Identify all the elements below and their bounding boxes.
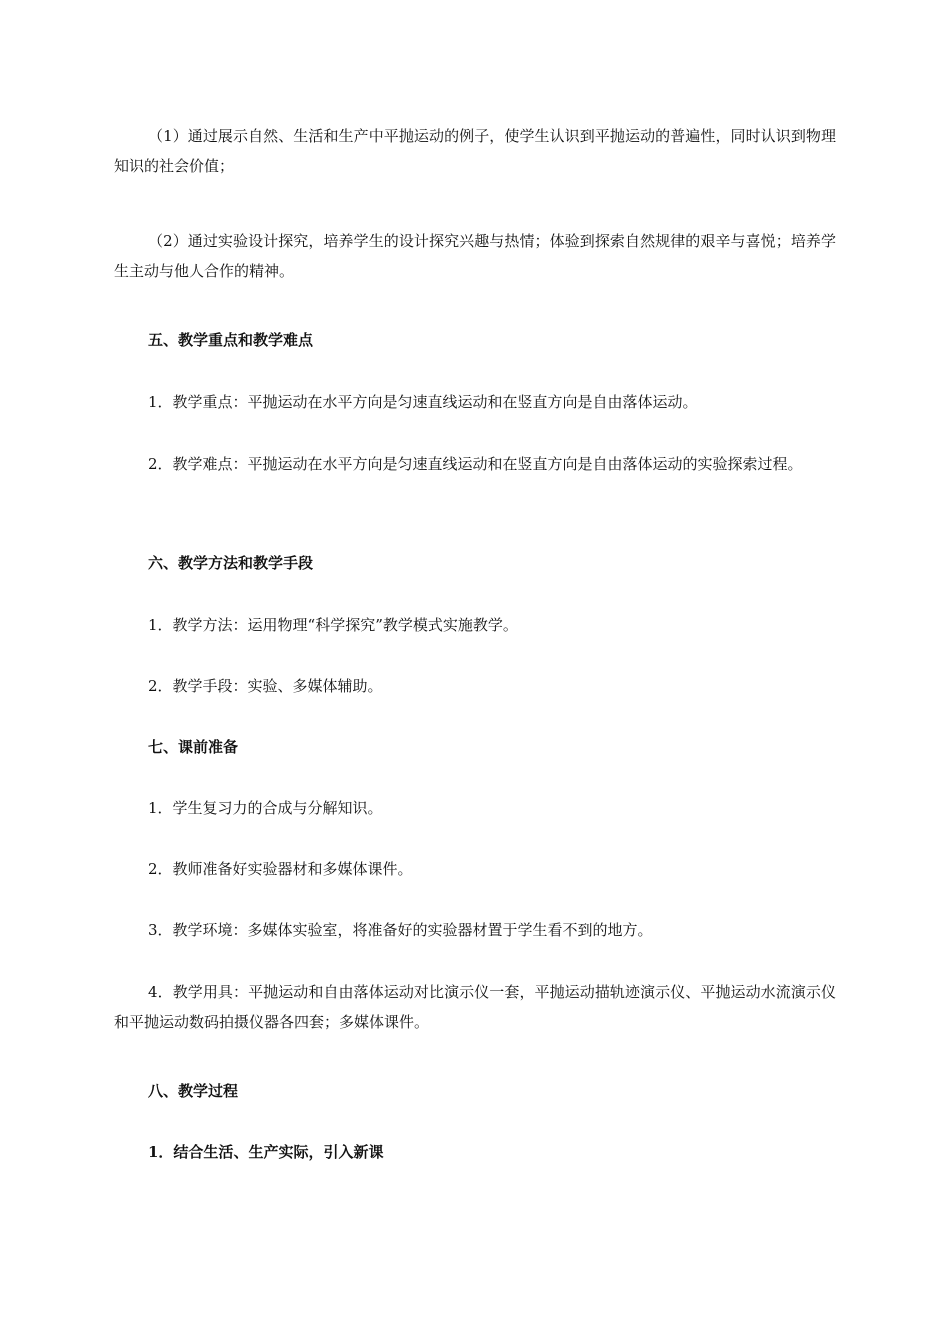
document-page [114,0,836,1344]
section-heading-7: 七、课前准备 [148,738,239,756]
subsection-heading-8-1: 1．结合生活、生产实际，引入新课 [148,1143,384,1161]
prep-item-4: 4．教学用具：平抛运动和自由落体运动对比演示仪一套，平抛运动描轨迹演示仪、平抛运动水流演示仪和平抛运动数码拍摄仪器各四套；多媒体课件。 [114,983,836,1031]
method-paragraph: 1．教学方法：运用物理“科学探究”教学模式实施教学。 [148,616,518,634]
prep-item-2: 2．教师准备好实验器材和多媒体课件。 [148,860,413,878]
section-heading-6: 六、教学方法和教学手段 [148,554,314,572]
difficulty-paragraph: 2．教学难点：平抛运动在水平方向是匀速直线运动和在竖直方向是自由落体运动的实验探索过程。 [148,455,803,473]
prep-item-3: 3．教学环境：多媒体实验室，将准备好的实验器材置于学生看不到的地方。 [148,921,653,939]
means-paragraph: 2．教学手段：实验、多媒体辅助。 [148,677,383,695]
prep-item-1: 1．学生复习力的合成与分解知识。 [148,799,383,817]
objective-paragraph-2: （2）通过实验设计探究，培养学生的设计探究兴趣与热情；体验到探索自然规律的艰辛与喜悦；培养学生主动与他人合作的精神。 [114,232,836,280]
key-point-paragraph: 1．教学重点：平抛运动在水平方向是匀速直线运动和在竖直方向是自由落体运动。 [148,393,698,411]
section-heading-5: 五、教学重点和教学难点 [148,331,314,349]
section-heading-8: 八、教学过程 [148,1082,239,1100]
objective-paragraph-1: （1）通过展示自然、生活和生产中平抛运动的例子，使学生认识到平抛运动的普遍性，同时认识到物理知识的社会价值； [114,127,836,175]
